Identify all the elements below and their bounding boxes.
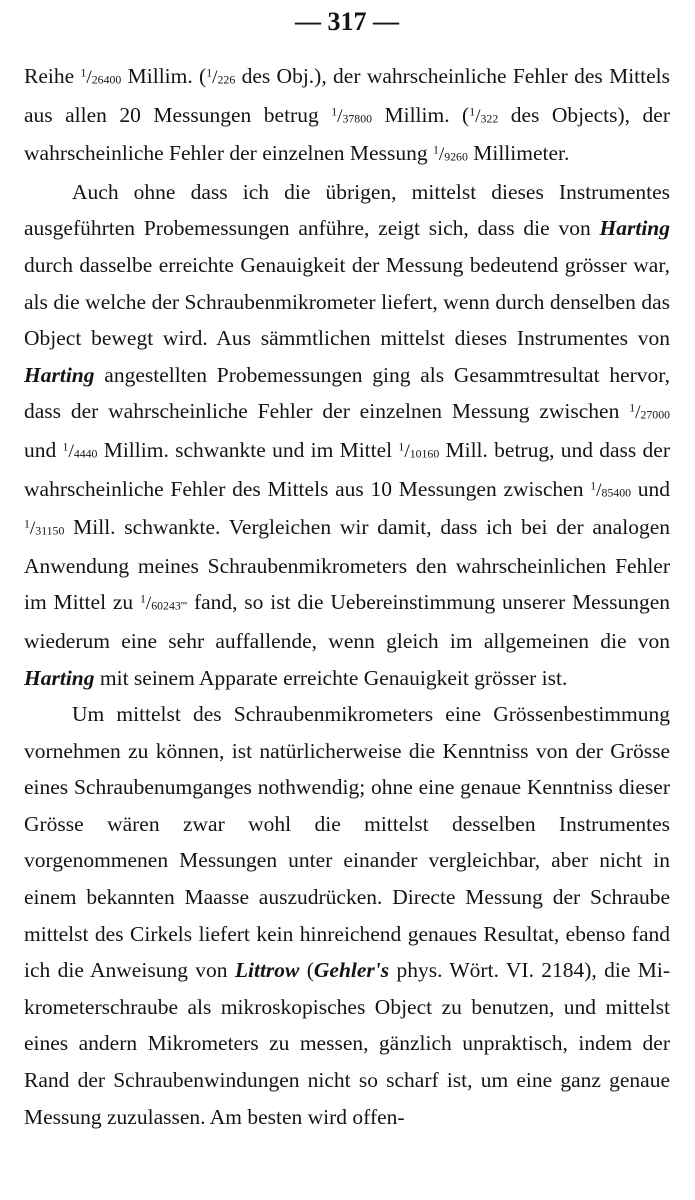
text-run: Millim. (: [121, 64, 207, 88]
body-text: [24, 58, 670, 1135]
author-name: Harting: [24, 362, 95, 387]
fraction-denominator: 31150: [35, 523, 65, 538]
fraction: $^1/_{31150}$: [24, 516, 65, 540]
paragraph-2: [24, 174, 670, 696]
text-run: Reihe: [24, 64, 81, 88]
text-run: und: [631, 476, 670, 501]
fraction: $^1/_{322}$: [469, 104, 499, 127]
page-number: — 317 —: [295, 7, 399, 36]
text-run: phys. Wört. VI. 2184), die Mikrometerschraube als mikroskopisches Object zu benutzen, und mittelst eines andern Mikrometers zu messen, gänzlich unpraktisch, indem der Rand der Schraubenwindungen nicht so scharf ist, um eine ganz genaue Messung zuzulassen. Am besten wird offen-: [24, 958, 670, 1129]
fraction-denominator: 322: [480, 111, 499, 126]
text-run: angestellten Probemessungen ging als Gesammtresultat hervor, dass der wahrscheinliche Fehler der einzelnen Messung zwischen: [24, 362, 670, 424]
text-run: Mill. betrug, und dass der wahrscheinliche Fehler des Mittels aus 10 Messungen zwischen: [24, 437, 671, 501]
fraction: $^1/_{9260}$: [432, 142, 468, 166]
fraction: $^1/_{10160}$: [398, 439, 440, 462]
fraction: $^1/_{226}$: [206, 65, 236, 88]
fraction: $^1/_{27000}$: [629, 400, 670, 424]
text-run: und: [24, 437, 63, 462]
fraction-denominator: 226: [217, 72, 236, 87]
text-run: Millim. (: [372, 102, 470, 127]
fraction-denominator: 27000: [640, 407, 670, 422]
fraction-denominator: 4440: [73, 446, 98, 461]
text-run: (: [299, 958, 314, 983]
fraction: $^1/_{4440}$: [62, 439, 98, 462]
fraction-denominator: 85400: [601, 485, 631, 500]
text-run: mit seinem Apparate erreichte Genauigkeit grösser ist.: [94, 665, 568, 690]
text-run: des Obj.), der wahrscheinliche Fehler des Mittels aus allen 20 Messungen betrug: [24, 64, 670, 127]
text-run: durch dasselbe erreichte Genauigkeit der Messung bedeutend grösser war, als die welche der Schraubenmikrometer liefert, wenn durch denselben das Object bewegt wird. Aus sämmtlichen mittelst dieses Instrumentes von: [24, 252, 670, 351]
book-page: [24, 0, 670, 1200]
text-run: Um mittelst des Schraubenmikrometers eine Grössenbestimmung vornehmen zu können, ist natürlicherweise die Kenntniss von der Grösse eines Schraubenumganges nothwendig; ohne eine genaue Kenntniss dieser Grösse wären zwar wohl die mittelst desselben Instrumentes vorgenommenen Messungen unter einander vergleichbar, aber nicht in einem bekannten Maasse auszudrücken. Directe Messung der Schraube mittelst des Cirkels liefert kein hinreichend genaues Resultat, ebenso fand ich die Anweisung von: [24, 702, 670, 983]
author-name: Gehler's: [313, 958, 390, 983]
text-run: Millimeter.: [467, 141, 570, 166]
paragraph-1: [24, 58, 670, 174]
fraction: $^1/_{37800}$: [331, 104, 372, 127]
fraction: $^1/_{60243'''}$: [139, 591, 188, 615]
fraction-denominator: 60243''': [151, 598, 188, 613]
text-run: Auch ohne dass ich die übrigen, mittelst dieses Instrumentes ausgeführten Probemessungen anführe, zeigt sich, dass die von: [24, 179, 670, 241]
fraction-denominator: 37800: [342, 111, 372, 126]
text-run: fand, so ist die Uebereinstimmung unserer Messungen wiederum eine sehr auffallende, wenn gleich im allgemeinen die von: [24, 590, 670, 653]
text-run: Millim. schwankte und im Mittel: [97, 437, 399, 462]
text-run: Mill. schwankte. Vergleichen wir damit, dass ich bei der analogen Anwendung meines Schraubenmikrometers den wahrscheinlichen Fehler im Mittel zu: [24, 515, 670, 615]
fraction: $^1/_{26400}$: [80, 65, 122, 88]
fraction-denominator: 26400: [91, 72, 122, 87]
paragraph-3: [24, 696, 670, 1135]
fraction-denominator: 10160: [409, 446, 440, 461]
fraction-denominator: 9260: [444, 149, 468, 164]
author-name: Harting: [599, 216, 670, 241]
fraction: $^1/_{85400}$: [590, 478, 631, 501]
text-run: des Objects), der wahrscheinliche Fehler der einzelnen Messung: [24, 102, 670, 166]
author-name: Littrow: [234, 958, 300, 983]
author-name: Harting: [24, 665, 95, 690]
